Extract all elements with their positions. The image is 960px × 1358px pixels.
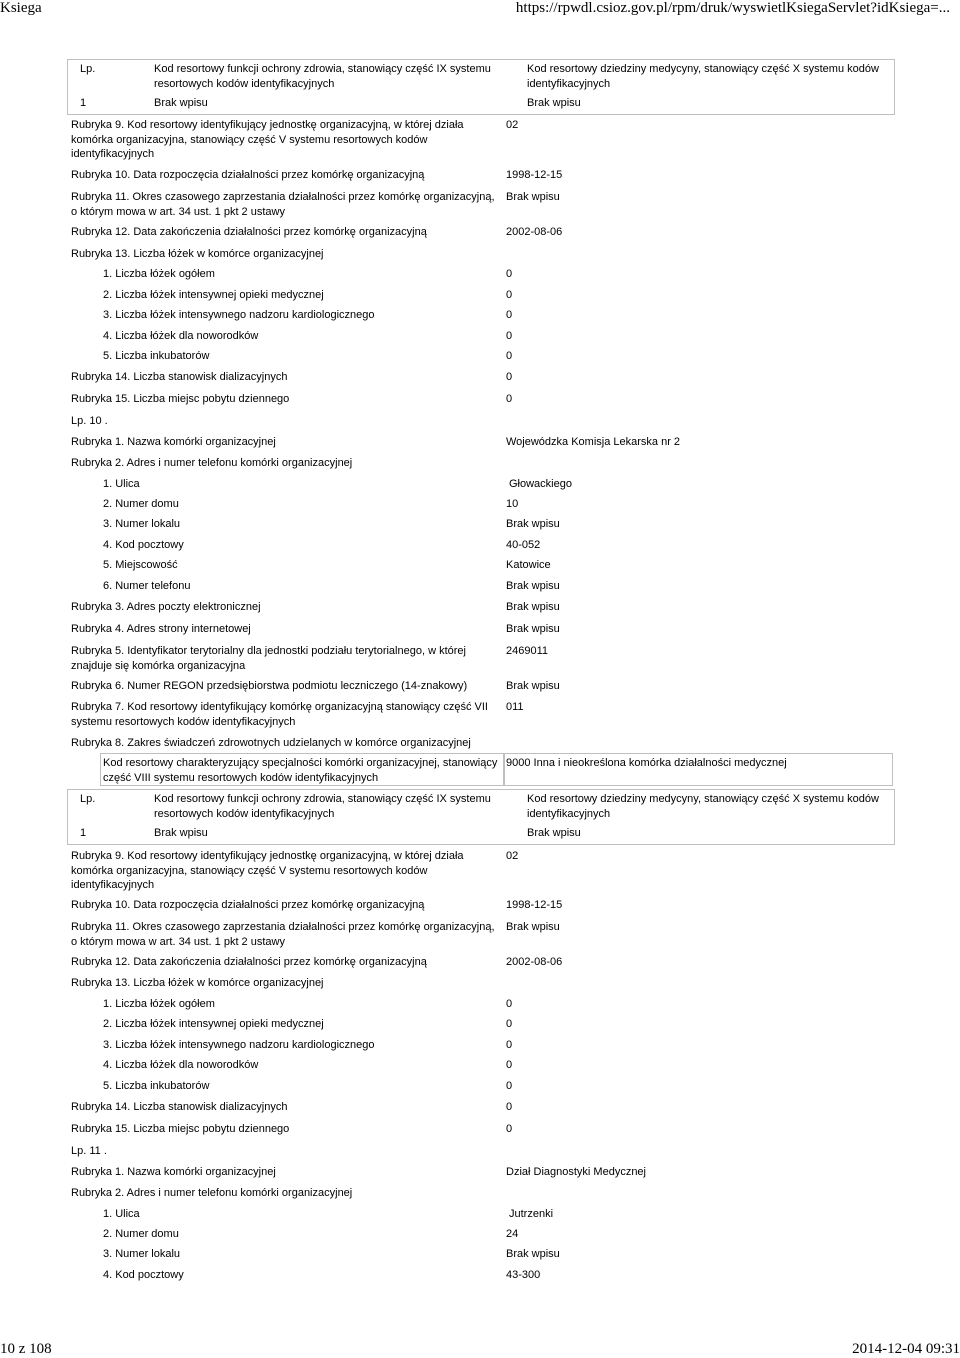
lp10-r9-value: 02 [506,850,519,862]
row-number: 1 [80,97,87,109]
incubators-label: 5. Liczba inkubatorów [103,350,210,362]
lp11-r2-label: Rubryka 2. Adres i numer telefonu komórki organizacyjnej [71,1187,353,1199]
lp10-heading: Lp. 10 . [71,415,108,427]
lp11-street-label: 1. Ulica [103,1208,140,1220]
lp10-r8-value: 9000 Inna i nieokreślona komórka działalności medycznej [506,757,787,769]
x-code-value: Brak wpisu [527,97,581,109]
lp10-r15-label: Rubryka 15. Liczba miejsc pobytu dziennego [71,1123,290,1135]
lp10-beds-icu-label: 2. Liczba łóżek intensywnej opieki medycznej [103,1018,324,1030]
r14-label: Rubryka 14. Liczba stanowisk dializacyjnych [71,371,288,383]
lp10-flat-value: Brak wpisu [506,518,560,530]
lp10-r6-label: Rubryka 6. Numer REGON przedsiębiorstwa podmiotu leczniczego (14-znakowy) [71,680,468,692]
lp11-postal-label: 4. Kod pocztowy [103,1269,184,1281]
lp11-heading: Lp. 11 . [71,1145,107,1157]
lp10-r4-value: Brak wpisu [506,623,560,635]
lp10-r10-label: Rubryka 10. Data rozpoczęcia działalności przez komórkę organizacyjną [71,899,425,911]
lp10-r14-value: 0 [506,1101,513,1113]
lp10-x-code-value: Brak wpisu [527,827,581,839]
lp10-beds-cardio-value: 0 [506,1039,513,1051]
lp10-r6-value: Brak wpisu [506,680,560,692]
lp10-house-label: 2. Numer domu [103,498,179,510]
beds-total-label: 1. Liczba łóżek ogółem [103,268,215,280]
lp10-r9-label: Rubryka 9. Kod resortowy identyfikujący jednostkę organizacyjną, w której działa komórka organizacyjna, stanowiący część V systemu resortowych kodów identyfikacyjnych [71,850,464,891]
r15-label: Rubryka 15. Liczba miejsc pobytu dziennego [71,393,290,405]
lp10-beds-cardio-label: 3. Liczba łóżek intensywnego nadzoru kardiologicznego [103,1039,375,1051]
lp10-beds-total-label: 1. Liczba łóżek ogółem [103,998,215,1010]
lp11-house-value: 24 [506,1228,519,1240]
lp10-r13-label: Rubryka 13. Liczba łóżek w komórce organizacyjnej [71,977,324,989]
lp10-postal-label: 4. Kod pocztowy [103,539,184,551]
r11-value: Brak wpisu [506,191,560,203]
r10-label: Rubryka 10. Data rozpoczęcia działalności przez komórkę organizacyjną [71,169,425,181]
beds-cardio-value: 0 [506,309,513,321]
lp10-row-number: 1 [80,827,87,839]
lp10-r5-value: 2469011 [506,645,549,657]
lp10-city-value: Katowice [506,559,551,571]
lp10-city-label: 5. Miejscowość [103,559,178,571]
r14-value: 0 [506,371,513,383]
lp10-r14-label: Rubryka 14. Liczba stanowisk dializacyjnych [71,1101,288,1113]
r15-value: 0 [506,393,513,405]
lp10-r3-value: Brak wpisu [506,601,560,613]
page-title: Ksiega [0,0,42,16]
lp10-r1-value: Wojewódzka Komisja Lekarska nr 2 [506,436,681,448]
lp10-ix-code-value: Brak wpisu [154,827,208,839]
lp10-postal-value: 40-052 [506,539,541,551]
lp10-r5-label: Rubryka 5. Identyfikator terytorialny dla jednostki podziału terytorialnego, w której znajduje się komórka organizacyjna [71,645,466,672]
lp11-r1-label: Rubryka 1. Nazwa komórki organizacyjnej [71,1166,276,1178]
lp10-phone-value: Brak wpisu [506,580,560,592]
lp10-ix-code-header: Kod resortowy funkcji ochrony zdrowia, stanowiący część IX systemu resortowych kodów identyfikacyjnych [154,793,491,820]
lp10-r2-label: Rubryka 2. Adres i numer telefonu komórki organizacyjnej [71,457,353,469]
lp10-house-value: 10 [506,498,519,510]
r12-value: 2002-08-06 [506,226,563,238]
page-url: https://rpwdl.csioz.gov.pl/rpm/druk/wyswietlKsiegaServlet?idKsiega=... [515,0,950,16]
lp10-beds-icu-value: 0 [506,1018,513,1030]
lp10-phone-label: 6. Numer telefonu [103,580,191,592]
lp10-street-value: Głowackiego [509,478,572,490]
lp10-r7-value: 011 [506,701,524,713]
lp10-r8-label: Rubryka 8. Zakres świadczeń zdrowotnych udzielanych w komórce organizacyjnej [71,737,471,749]
beds-newborn-value: 0 [506,330,513,342]
lp10-incubators-value: 0 [506,1080,513,1092]
x-code-header: Kod resortowy dziedziny medycyny, stanowiący część X systemu kodów identyfikacyjnych [527,63,879,90]
lp11-postal-value: 43-300 [506,1269,541,1281]
r9-value: 02 [506,119,519,131]
lp10-r12-label: Rubryka 12. Data zakończenia działalności przez komórkę organizacyjną [71,956,427,968]
lp10-r12-value: 2002-08-06 [506,956,563,968]
r10-value: 1998-12-15 [506,169,563,181]
lp10-r7-label: Rubryka 7. Kod resortowy identyfikujący komórkę organizacyjną stanowiący część VII systemu resortowych kodów identyfikacyjnych [71,701,488,728]
lp11-house-label: 2. Numer domu [103,1228,179,1240]
lp11-street-value: Jutrzenki [509,1208,554,1220]
lp10-r1-label: Rubryka 1. Nazwa komórki organizacyjnej [71,436,276,448]
lp-header: Lp. [80,63,96,75]
lp11-flat-label: 3. Numer lokalu [103,1248,181,1260]
lp11-r1-value: Dział Diagnostyki Medycznej [506,1166,646,1178]
print-datetime: 2014-12-04 09:31 [852,1341,960,1357]
lp10-beds-newborn-label: 4. Liczba łóżek dla noworodków [103,1059,259,1071]
lp10-r10-value: 1998-12-15 [506,899,563,911]
lp11-flat-value: Brak wpisu [506,1248,560,1260]
beds-icu-value: 0 [506,289,513,301]
ix-code-value: Brak wpisu [154,97,208,109]
lp10-flat-label: 3. Numer lokalu [103,518,181,530]
beds-newborn-label: 4. Liczba łóżek dla noworodków [103,330,259,342]
r13-label: Rubryka 13. Liczba łóżek w komórce organizacyjnej [71,248,324,260]
lp10-incubators-label: 5. Liczba inkubatorów [103,1080,210,1092]
page-counter: 10 z 108 [0,1341,52,1357]
beds-icu-label: 2. Liczba łóżek intensywnej opieki medycznej [103,289,324,301]
r12-label: Rubryka 12. Data zakończenia działalności przez komórkę organizacyjną [71,226,427,238]
lp10-r3-label: Rubryka 3. Adres poczty elektronicznej [71,601,261,613]
lp10-beds-newborn-value: 0 [506,1059,513,1071]
lp10-r15-value: 0 [506,1123,513,1135]
lp10-r4-label: Rubryka 4. Adres strony internetowej [71,623,251,635]
lp10-r8-sub-label: Kod resortowy charakteryzujący specjalności komórki organizacyjnej, stanowiący część VIII systemu resortowych kodów identyfikacyjnych [103,757,498,784]
ix-code-header: Kod resortowy funkcji ochrony zdrowia, stanowiący część IX systemu resortowych kodów identyfikacyjnych [154,63,491,90]
lp10-r11-label: Rubryka 11. Okres czasowego zaprzestania działalności przez komórkę organizacyjną, o którym mowa w art. 34 ust. 1 pkt 2 ustawy [71,921,495,948]
incubators-value: 0 [506,350,513,362]
r11-label: Rubryka 11. Okres czasowego zaprzestania działalności przez komórkę organizacyjną, o którym mowa w art. 34 ust. 1 pkt 2 ustawy [71,191,495,218]
r9-label: Rubryka 9. Kod resortowy identyfikujący jednostkę organizacyjną, w której działa komórka organizacyjna, stanowiący część V systemu resortowych kodów identyfikacyjnych [71,119,464,160]
beds-total-value: 0 [506,268,513,280]
lp10-x-code-header: Kod resortowy dziedziny medycyny, stanowiący część X systemu kodów identyfikacyjnych [527,793,879,820]
lp10-beds-total-value: 0 [506,998,513,1010]
lp10-lp-header: Lp. [80,793,96,805]
lp10-street-label: 1. Ulica [103,478,140,490]
beds-cardio-label: 3. Liczba łóżek intensywnego nadzoru kardiologicznego [103,309,375,321]
lp10-r11-value: Brak wpisu [506,921,560,933]
